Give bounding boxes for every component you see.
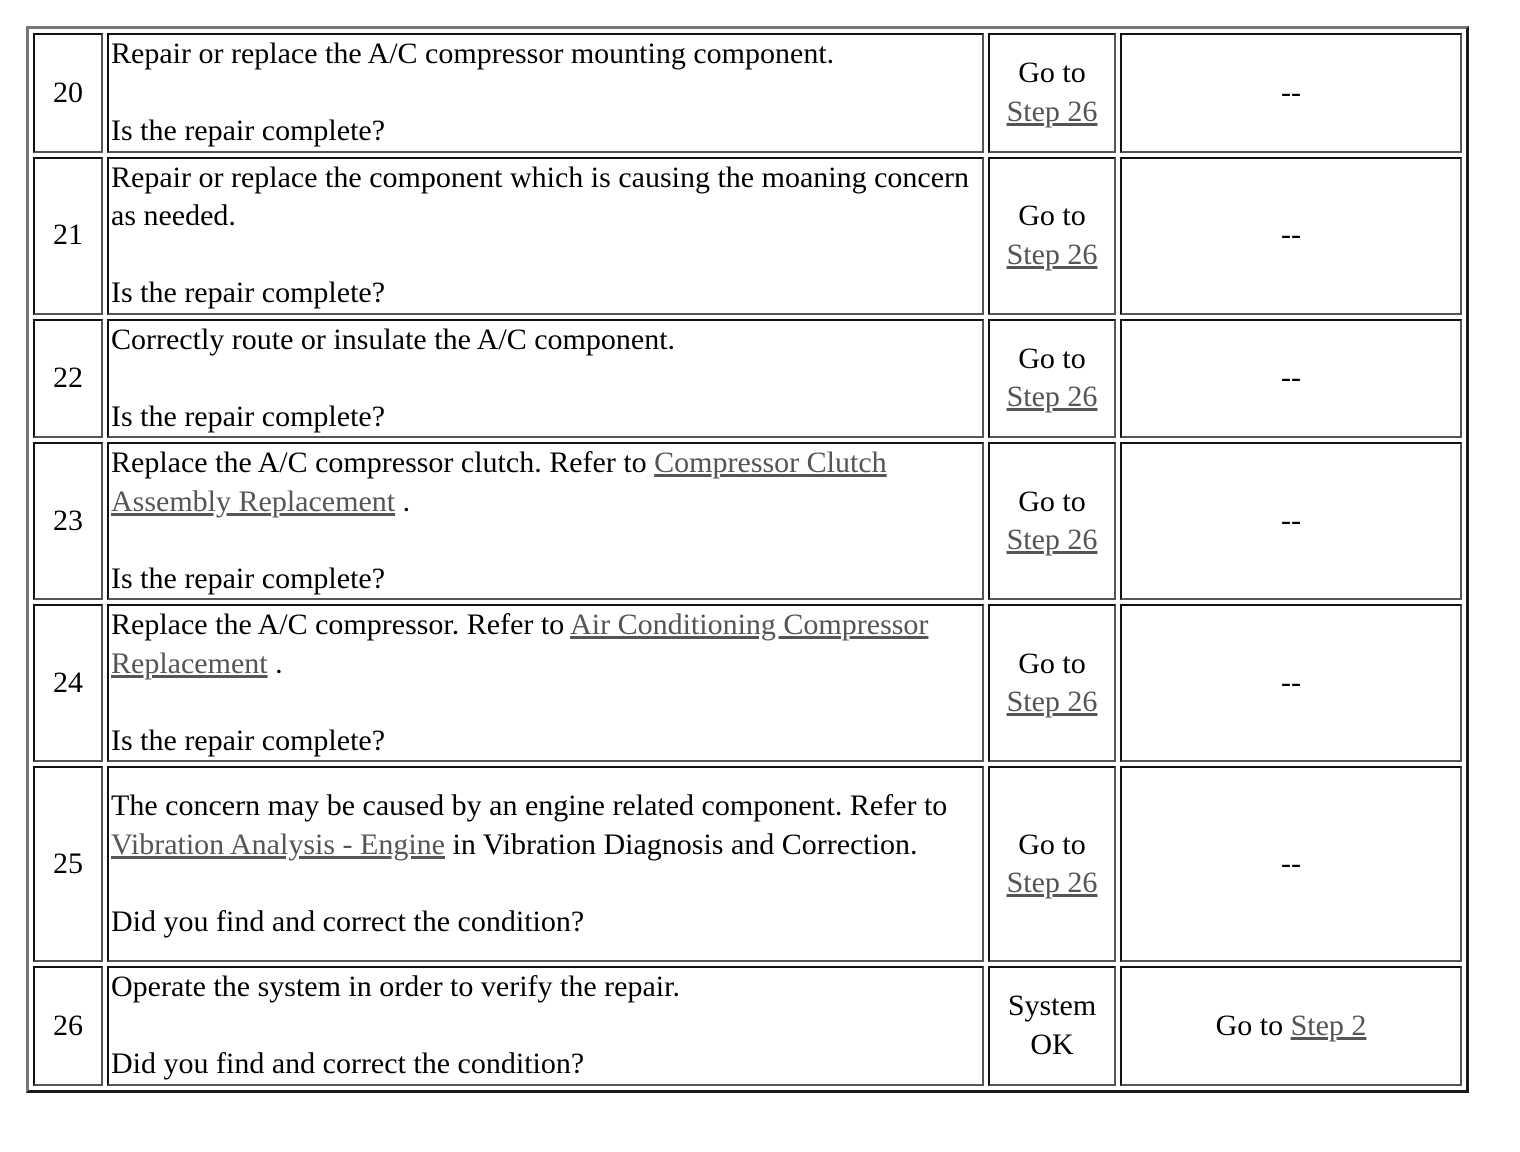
action-question: Did you find and correct the condition? [111, 1047, 585, 1080]
action-cell [107, 442, 984, 600]
action-text: Operate the system in order to verify the repair. [111, 970, 680, 1003]
action-text: Repair or replace the A/C compressor mounting component. [111, 37, 835, 70]
yes-prefix: Go to [1018, 646, 1086, 680]
table-row-step-26 [33, 966, 1462, 1086]
goto-step-link[interactable]: Step 26 [1006, 523, 1098, 556]
action-cell [107, 33, 984, 153]
no-text: -- [1281, 75, 1301, 109]
yes-prefix: Go to [1018, 827, 1086, 861]
goto-step-link[interactable]: Step 26 [1006, 685, 1098, 718]
goto-step-link[interactable]: Step 26 [1006, 866, 1098, 899]
action-cell [107, 157, 984, 315]
no-text: -- [1281, 361, 1301, 394]
action-text: Correctly route or insulate the A/C component. [111, 322, 676, 356]
yes-cell [988, 766, 1116, 962]
diagnostic-steps-table [29, 29, 1466, 1090]
action-cell [107, 604, 984, 762]
table-row-step-23 [33, 442, 1462, 600]
no-cell [1120, 442, 1462, 600]
system-ok-line1: System [1007, 989, 1097, 1023]
yes-cell [988, 604, 1116, 762]
table-row-step-20 [33, 33, 1462, 153]
action-suffix: in Vibration Diagnosis and Correction. [444, 827, 918, 861]
action-text: Replace the A/C compressor. Refer to [111, 608, 565, 641]
table-row-step-24 [33, 604, 1462, 762]
no-prefix: Go to [1215, 1008, 1284, 1042]
goto-step-link[interactable]: Step 26 [1006, 94, 1098, 128]
action-question: Is the repair complete? [111, 276, 386, 309]
step-number: 20 [33, 33, 103, 153]
action-cell [107, 966, 984, 1086]
action-question: Is the repair complete? [111, 399, 386, 433]
goto-step-link[interactable]: Step 2 [1290, 1008, 1367, 1042]
no-cell [1120, 966, 1462, 1086]
yes-cell [988, 33, 1116, 153]
action-question: Did you find and correct the condition? [111, 904, 585, 938]
yes-cell [988, 442, 1116, 600]
no-text: -- [1281, 218, 1301, 252]
yes-cell [988, 966, 1116, 1086]
no-text: -- [1281, 846, 1301, 880]
action-question: Is the repair complete? [111, 561, 386, 595]
procedure-link[interactable]: Air Conditioning Compressor Replacement [111, 608, 929, 680]
action-text: The concern may be caused by an engine related component. Refer to [111, 789, 948, 822]
goto-step-link[interactable]: Step 26 [1006, 380, 1098, 414]
step-number: 22 [33, 319, 103, 439]
system-ok-line2: OK [1030, 1027, 1074, 1061]
table-row-step-22 [33, 319, 1462, 439]
step-number: 24 [33, 604, 103, 762]
action-suffix: . [395, 484, 411, 518]
no-cell [1120, 766, 1462, 962]
goto-step-link[interactable]: Step 26 [1006, 237, 1098, 271]
table-row-step-21 [33, 157, 1462, 315]
action-text: Repair or replace the component which is causing the moaning concern as needed. [111, 160, 970, 232]
step-number: 21 [33, 157, 103, 315]
action-question: Is the repair complete? [111, 114, 386, 147]
yes-prefix: Go to [1018, 199, 1086, 232]
no-cell [1120, 319, 1462, 439]
yes-cell [988, 319, 1116, 439]
no-cell [1120, 604, 1462, 762]
action-question: Is the repair complete? [111, 723, 386, 757]
step-number: 25 [33, 766, 103, 962]
action-cell [107, 766, 984, 962]
no-cell [1120, 33, 1462, 153]
no-text: -- [1281, 503, 1301, 537]
procedure-link[interactable]: Compressor Clutch Assembly Replacement [111, 446, 887, 518]
action-suffix: . [267, 646, 283, 680]
action-cell [107, 319, 984, 439]
action-text: Replace the A/C compressor clutch. Refer to [111, 446, 647, 479]
yes-prefix: Go to [1018, 484, 1086, 518]
no-text: -- [1281, 665, 1301, 699]
no-cell [1120, 157, 1462, 315]
step-number: 23 [33, 442, 103, 600]
yes-prefix: Go to [1018, 341, 1086, 375]
diagnostic-table-frame [26, 26, 1469, 1093]
step-number: 26 [33, 966, 103, 1086]
yes-cell [988, 157, 1116, 315]
table-row-step-25 [33, 766, 1462, 962]
procedure-link[interactable]: Vibration Analysis - Engine [111, 827, 445, 861]
yes-prefix: Go to [1018, 56, 1086, 90]
